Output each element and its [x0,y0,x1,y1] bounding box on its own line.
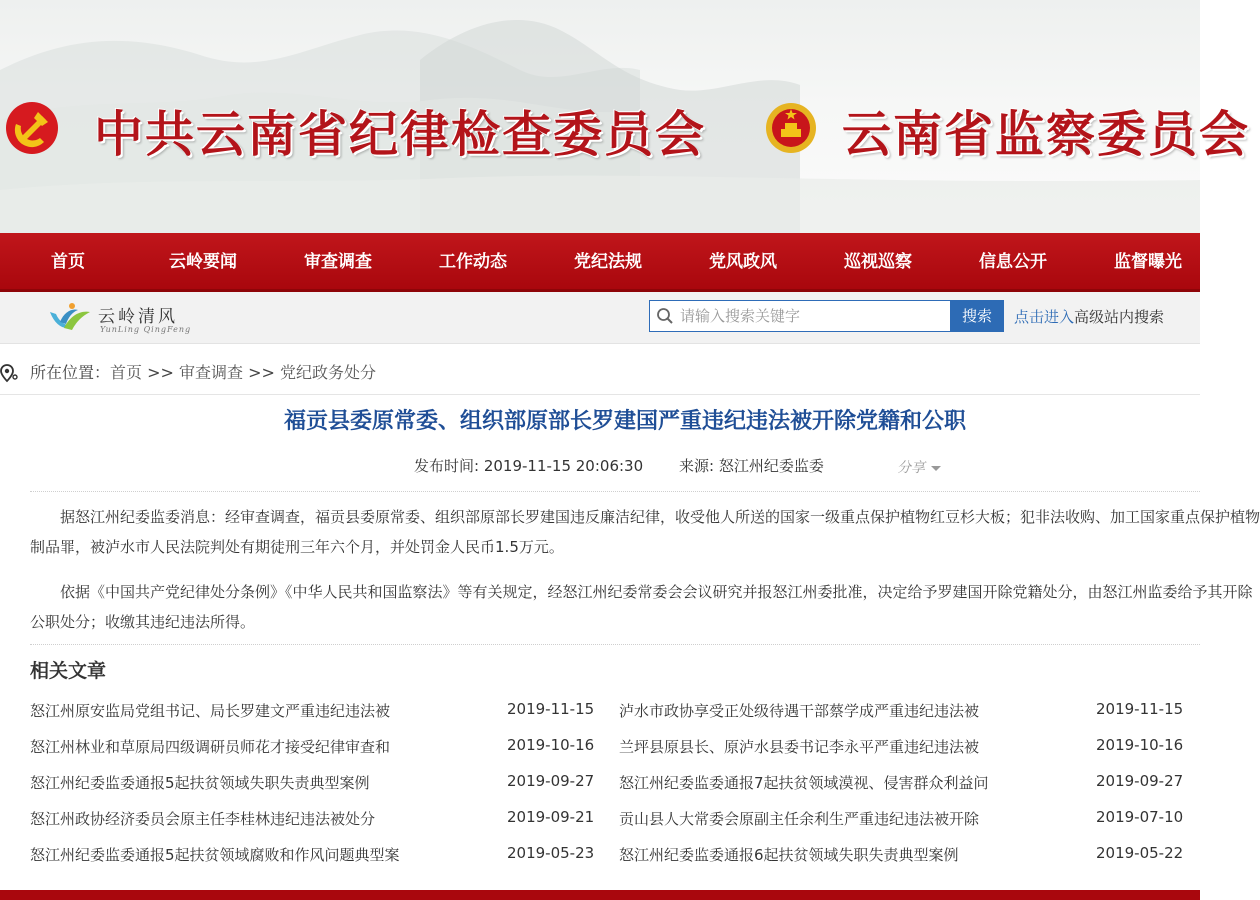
related-date: 2019-05-22 [1096,844,1184,862]
advanced-search-link[interactable]: 点击进入 [1014,308,1075,326]
related-link[interactable]: 怒江州纪委监委通报5起扶贫领域失职失责典型案例 [30,774,370,792]
breadcrumb-separator: >> [243,363,281,382]
nav-item-exposure[interactable]: 监督曝光 [1114,252,1182,272]
nav-item-yunling-news[interactable]: 云岭要闻 [169,252,237,272]
related-date: 2019-07-10 [1096,808,1184,826]
related-date: 2019-10-16 [507,736,595,754]
article-title: 福贡县委原常委、组织部原部长罗建国严重违纪违法被开除党籍和公职 [283,409,966,434]
related-date: 2019-11-15 [1096,700,1184,718]
related-link[interactable]: 怒江州政协经济委员会原主任李桂林违纪违法被处分 [30,810,376,828]
related-date: 2019-09-21 [507,808,595,826]
advanced-search [1014,306,1164,327]
related-date: 2019-09-27 [507,772,595,790]
share-label: 分享 [897,460,925,476]
nav-item-party-rules[interactable]: 党纪法规 [574,252,642,272]
nav-item-inspection[interactable]: 巡视巡察 [844,252,912,272]
related-link[interactable]: 泸水市政协享受正处级待遇干部蔡学成严重违纪违法被 [619,702,980,720]
nav-item-work-news[interactable]: 工作动态 [439,252,507,272]
site-logo[interactable] [46,298,196,338]
search-button[interactable]: 搜索 [950,300,1004,332]
publish-time: 发布时间: 2019-11-15 20:06:30 [414,457,644,475]
logo-text: 云岭清风 [98,307,178,327]
related-link[interactable]: 兰坪县原县长、原泸水县委书记李永平严重违纪违法被 [619,738,980,756]
nav-item-investigation[interactable]: 审查调查 [304,252,372,272]
nav-item-home[interactable]: 首页 [51,252,85,272]
search-box [649,300,951,332]
search-icon [656,307,674,325]
breadcrumb [0,352,1200,395]
footer-bar [0,890,1200,900]
breadcrumb-investigation[interactable]: 审查调查 [179,363,244,382]
location-pin-icon [0,364,18,382]
related-date: 2019-09-27 [1096,772,1184,790]
related-link[interactable]: 怒江州纪委监委通报6起扶贫领域失职失责典型案例 [619,846,959,864]
share-button[interactable] [897,457,941,477]
party-emblem-icon [4,100,60,156]
banner-title-right: 云南省监察委员会 [842,105,1251,163]
nav-item-disclosure[interactable]: 信息公开 [979,252,1047,272]
advanced-search-label: 高级站内搜索 [1074,308,1165,326]
nav-item-conduct[interactable]: 党风政风 [709,252,777,272]
article-paragraph: 依据《中国共产党纪律处分条例》《中华人民共和国监察法》等有关规定，经怒江州纪委常委会会议研究并报怒江州委批准，决定给予罗建国开除党籍处分，由怒江州监委给予其开除公职处分；收缴其违纪违法所得。 [30,583,1253,631]
banner-title-left: 中共云南省纪律检查委员会 [94,105,707,163]
related-date: 2019-11-15 [507,700,595,718]
related-link[interactable]: 怒江州纪委监委通报7起扶贫领域漠视、侵害群众利益问 [619,774,989,792]
national-emblem-icon [764,101,818,155]
article-source: 来源: 怒江州纪委监委 [679,457,824,475]
divider [30,644,1200,645]
site-logo-icon [46,298,96,338]
related-link[interactable]: 贡山县人大常委会原副主任余利生严重违纪违法被开除 [619,810,980,828]
logo-subtext: YunLing QingFeng [100,325,192,334]
related-link[interactable]: 怒江州原安监局党组书记、局长罗建文严重违纪违法被 [30,702,391,720]
related-heading: 相关文章 [30,660,107,682]
divider [30,491,1200,492]
chevron-down-icon [931,466,941,471]
header-banner [0,0,1251,233]
article-paragraph: 据怒江州纪委监委消息：经审查调查，福贡县委原常委、组织部原部长罗建国违反廉洁纪律，收受他人所送的国家一级重点保护植物红豆杉大板；犯非法收购、加工国家重点保护植物制品罪，被泸水市人民法院判处有期徒刑三年六个月，并处罚金人民币1.5万元。 [30,508,1260,556]
related-link[interactable]: 怒江州纪委监委通报5起扶贫领域腐败和作风问题典型案 [30,846,400,864]
related-link[interactable]: 怒江州林业和草原局四级调研员师花才接受纪律审查和 [30,738,391,756]
related-date: 2019-10-16 [1096,736,1184,754]
breadcrumb-discipline[interactable]: 党纪政务处分 [280,363,377,382]
related-date: 2019-05-23 [507,844,595,862]
breadcrumb-separator: >> [142,363,180,382]
search-input[interactable] [680,301,942,331]
breadcrumb-prefix: 所在位置： [30,363,111,382]
breadcrumb-home[interactable]: 首页 [110,363,143,382]
main-nav [0,233,1200,292]
search-bar [0,292,1200,344]
